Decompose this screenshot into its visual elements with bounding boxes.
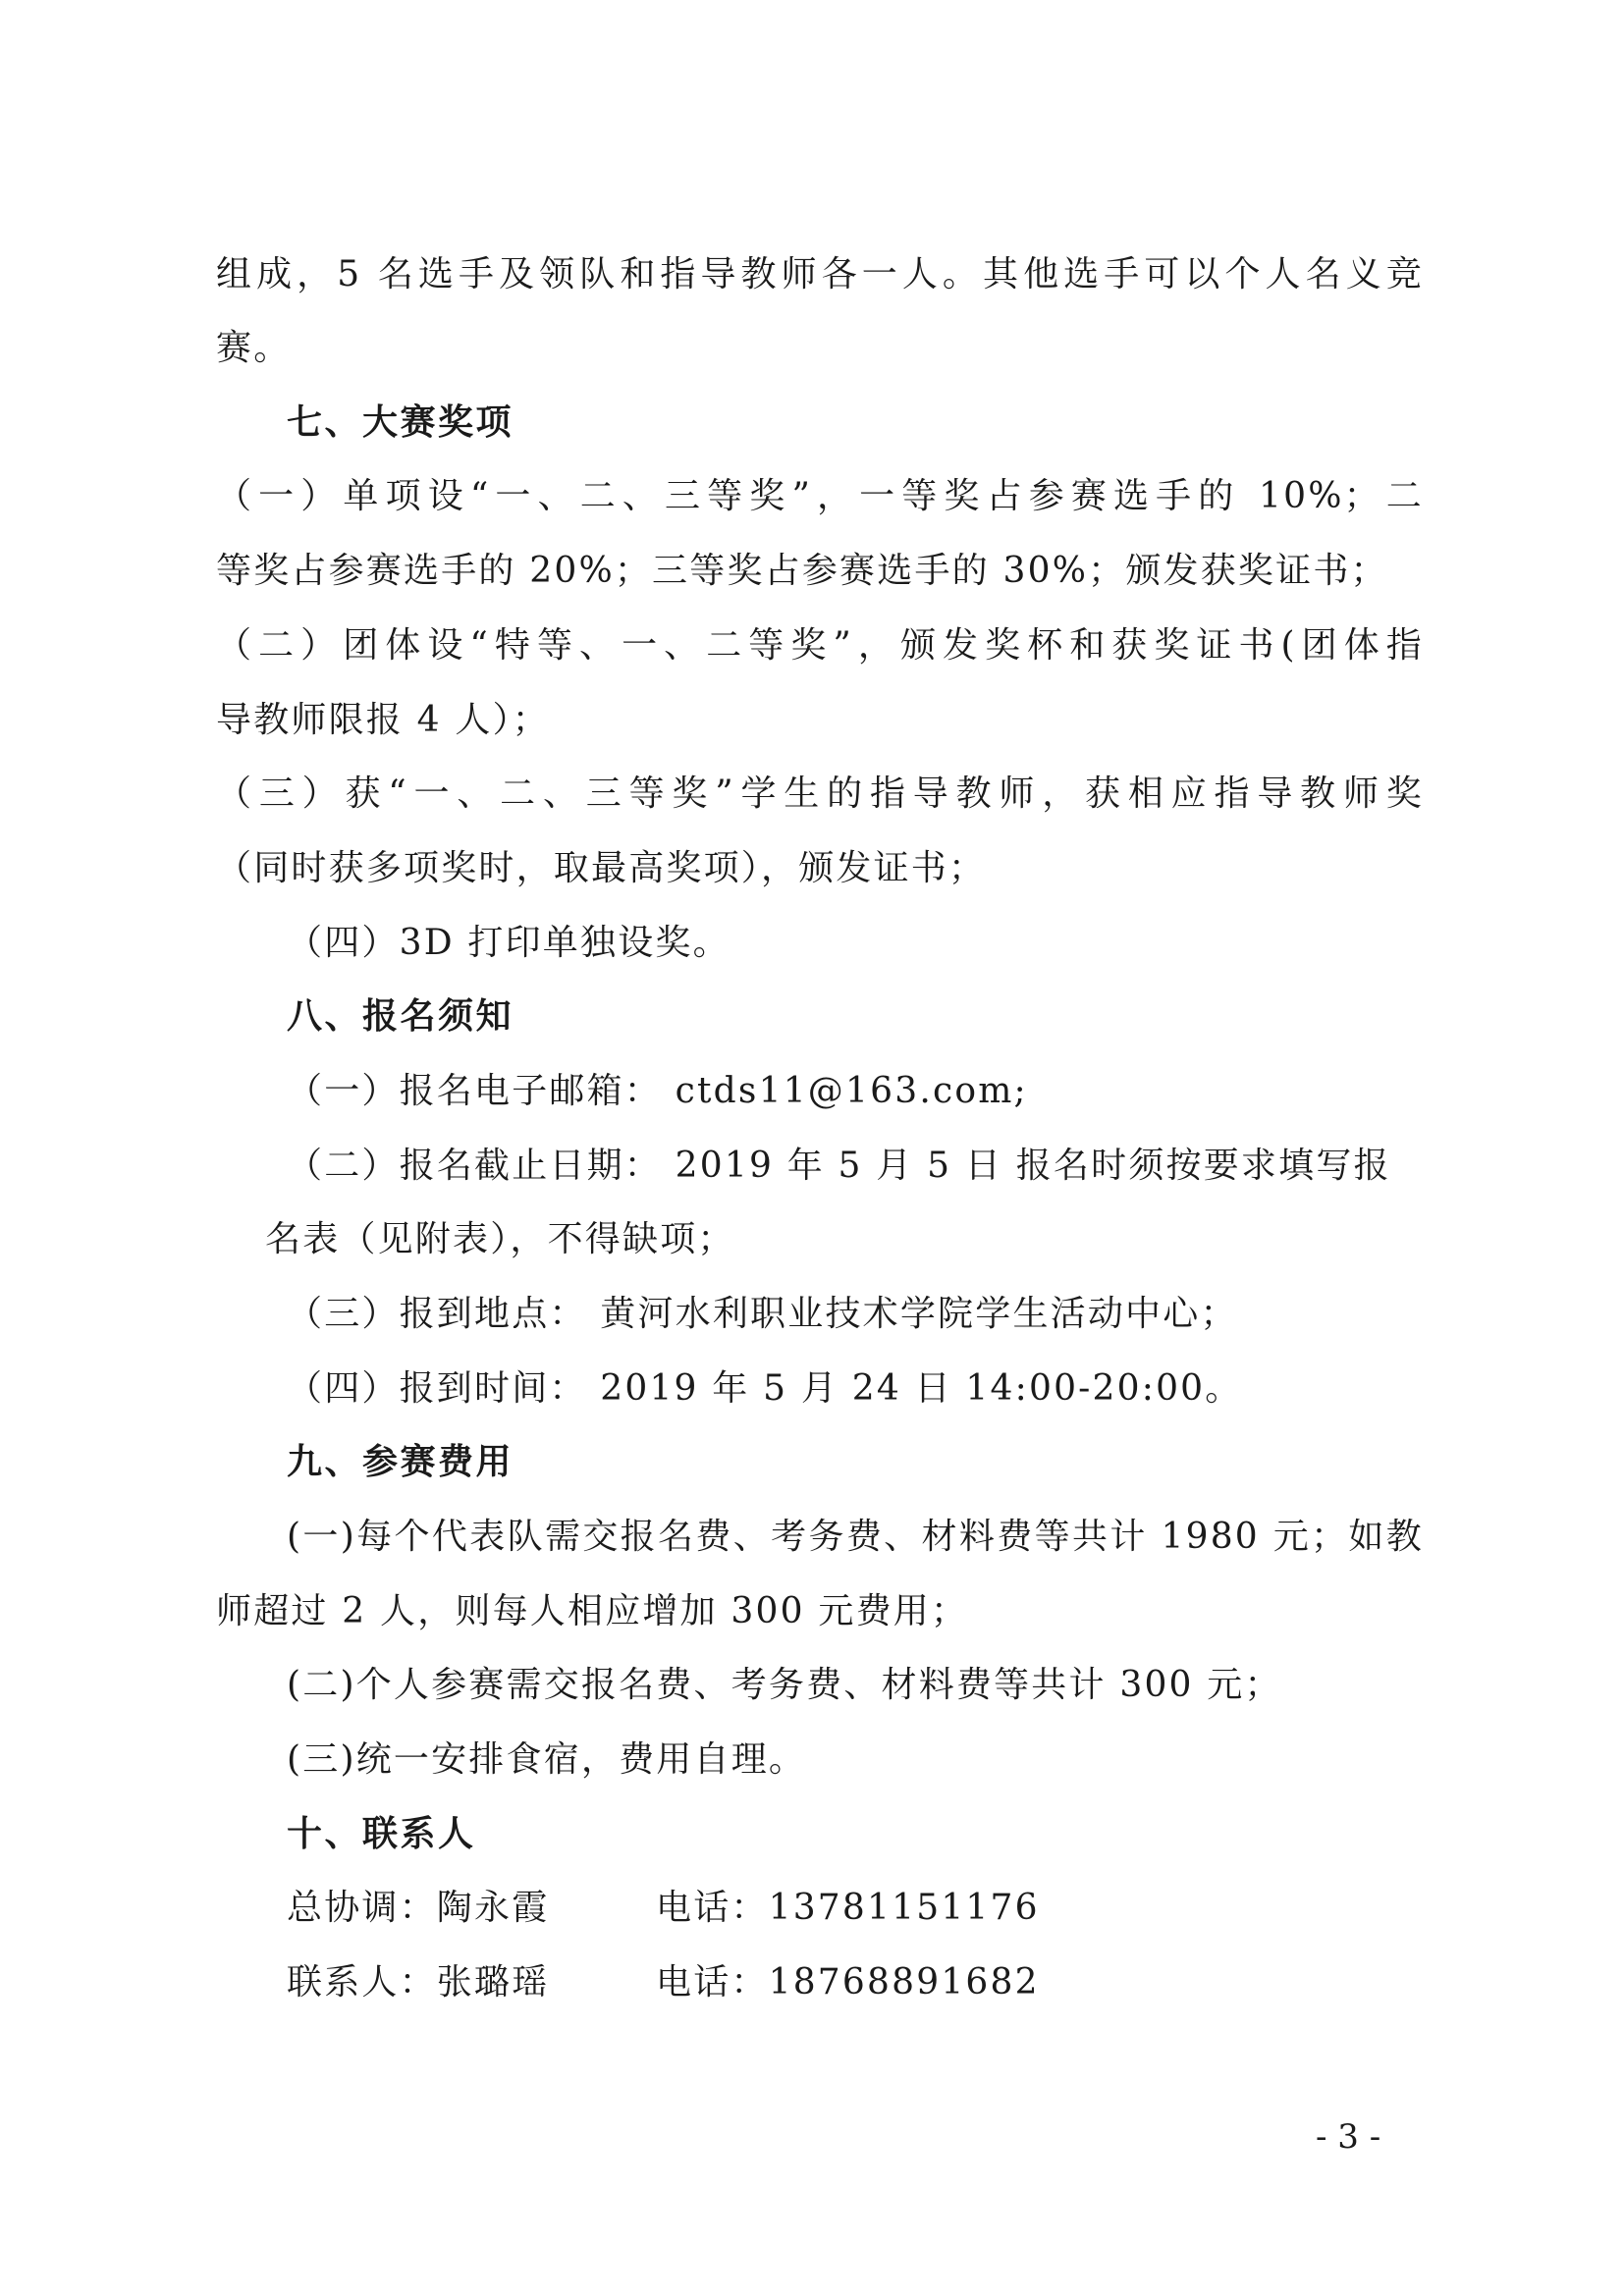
contact-phone: 电话：18768891682 (656, 1962, 1040, 2002)
paragraph-line: (一)每个代表队需交报名费、考务费、材料费等共计 1980 元；如教 (287, 1517, 1424, 1557)
section-heading-9: 九、参赛费用 (287, 1442, 514, 1482)
section-heading-7: 七、大赛奖项 (287, 402, 514, 443)
section-heading-10: 十、联系人 (287, 1814, 476, 1854)
paragraph-line: （一）报名电子邮箱： ctds11@163.com; (287, 1071, 1028, 1111)
paragraph-line: （一）单项设“一、二、三等奖”，一等奖占参赛选手的 10%；二 (216, 476, 1424, 516)
paragraph-line: (二)个人参赛需交报名费、考务费、材料费等共计 300 元； (287, 1665, 1282, 1705)
paragraph-line: （四）报到时间： 2019 年 5 月 24 日 14:00-20:00。 (287, 1368, 1243, 1409)
contact-role: 联系人：张璐瑶 (287, 1962, 550, 2002)
contact-role: 总协调：陶永霞 (287, 1888, 550, 1928)
section-heading-8: 八、报名须知 (287, 996, 514, 1037)
paragraph-line: 名表（见附表），不得缺项； (265, 1219, 735, 1259)
contact-phone: 电话：13781151176 (656, 1888, 1040, 1928)
page-number: - 3 - (1316, 2117, 1381, 2157)
paragraph-line: （同时获多项奖时，取最高奖项），颁发证书； (216, 848, 987, 888)
paragraph-line: （二）团体设“特等、一、二等奖”，颁发奖杯和获奖证书(团体指 (216, 625, 1424, 666)
paragraph-line: 等奖占参赛选手的 20%；三等奖占参赛选手的 30%；颁发获奖证书； (216, 551, 1388, 591)
paragraph-line: 师超过 2 人，则每人相应增加 300 元费用； (216, 1591, 969, 1631)
paragraph-line: 组成，5 名选手及领队和指导教师各一人。其他选手可以个人名义竞 (216, 254, 1424, 294)
paragraph-line: （三）报到地点： 黄河水利职业技术学院学生活动中心； (287, 1294, 1238, 1334)
paragraph-line: 赛。 (216, 328, 292, 368)
paragraph-line: (三)统一安排食宿，费用自理。 (287, 1739, 807, 1780)
paragraph-line: （三）获“一、二、三等奖”学生的指导教师，获相应指导教师奖 (216, 774, 1424, 814)
paragraph-line: （二）报名截止日期： 2019 年 5 月 5 日 报名时须按要求填写报 (287, 1146, 1391, 1186)
paragraph-line: 导教师限报 4 人）； (216, 700, 550, 740)
paragraph-line: （四）3D 打印单独设奖。 (287, 923, 730, 963)
